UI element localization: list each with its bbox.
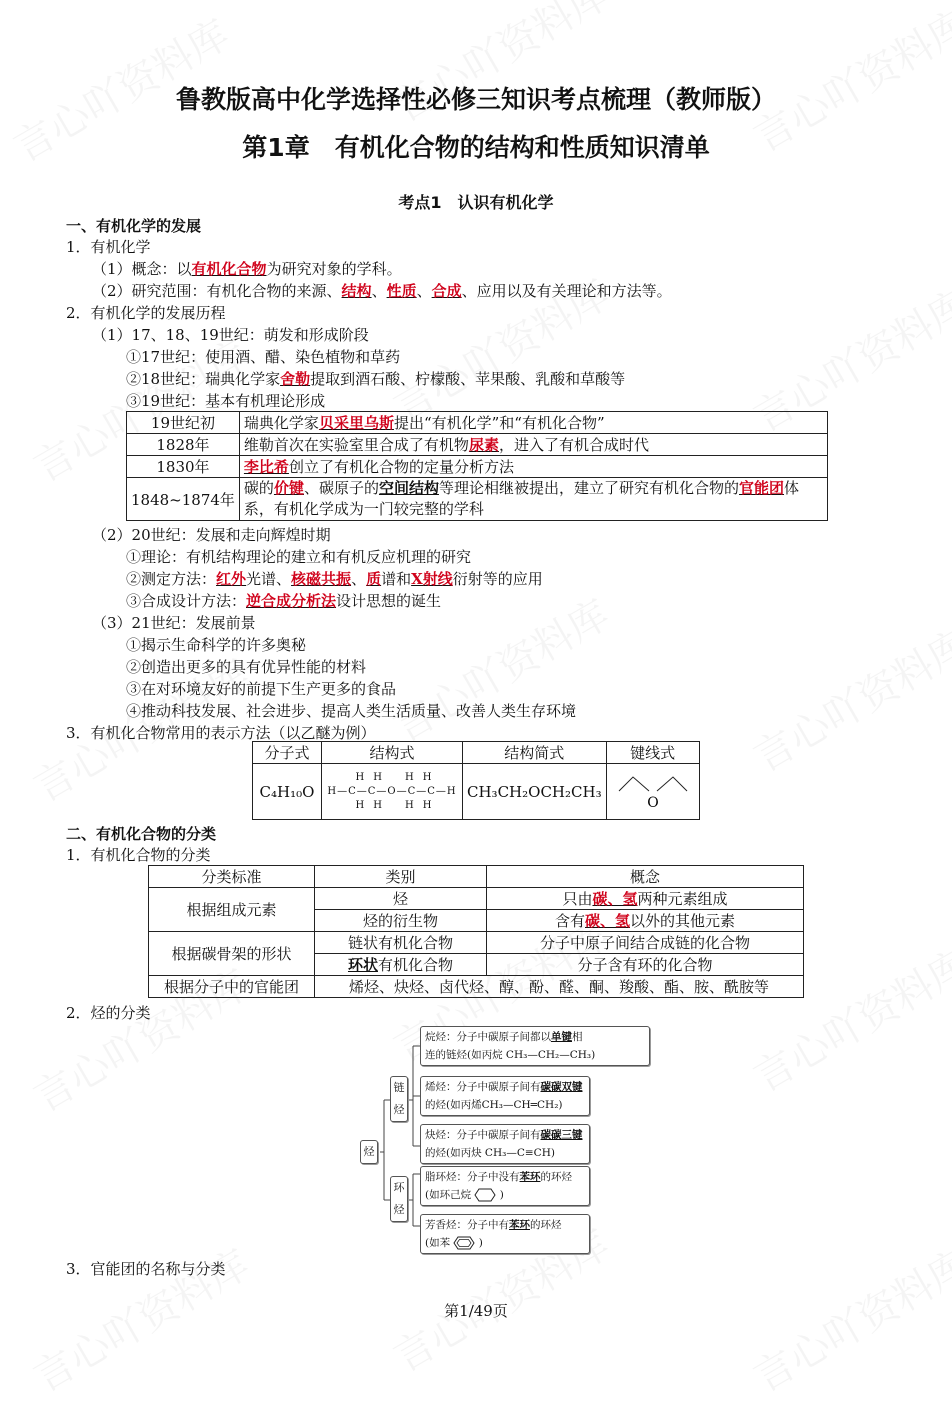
- table-header: 结构简式: [463, 742, 607, 764]
- text-line: ②18世纪：瑞典化学家舍勒提取到酒石酸、柠檬酸、苹果酸、乳酸和草酸等: [126, 370, 626, 388]
- table-cell: 维勒首次在实验室里合成了有机物尿素，进入了有机合成时代: [239, 434, 827, 456]
- text-line: ②创造出更多的具有优异性能的材料: [126, 658, 367, 676]
- item-heading: 3．官能团的名称与分类: [66, 1260, 226, 1278]
- table-row: [127, 412, 828, 434]
- table-row: [127, 478, 828, 521]
- text-line: （2）研究范围：有机化合物的来源、结构、性质、合成、应用以及有关理论和方法等。: [92, 282, 672, 300]
- table-cell: 根据碳骨架的形状: [149, 932, 315, 976]
- text-line: ②测定方法：红外光谱、核磁共振、质谱和X射线衍射等的应用: [126, 570, 543, 588]
- table-row: [149, 932, 804, 954]
- simplified-formula: CH₃CH₂OCH₂CH₃: [463, 764, 607, 820]
- node-alkyne: 炔烃：分子中碳原子间有碳碳三键 的烃(如丙炔 CH₃—C≡CH): [420, 1124, 590, 1164]
- table-header: 分类标准: [149, 866, 315, 888]
- skeletal-formula: [606, 764, 699, 820]
- table-cell: 含有碳、氢以外的其他元素: [487, 910, 804, 932]
- table-cell: 根据分子中的官能团: [149, 976, 315, 998]
- node-alkane: 烷烃：分子中碳原子间都以单键相 连的链烃(如丙烷 CH₃—CH₂—CH₃): [420, 1026, 650, 1066]
- text-line: ③19世纪：基本有机理论形成: [126, 392, 326, 410]
- node-alicyclic: 脂环烃：分子中没有苯环的环烃 (如环己烷 ): [420, 1166, 590, 1206]
- table-cell: 链状有机化合物: [315, 932, 487, 954]
- text-line: （1）概念：以有机化合物为研究对象的学科。: [92, 260, 402, 278]
- table-row: [253, 742, 700, 764]
- table-cell: 瑞典化学家贝采里乌斯提出“有机化学”和“有机化合物”: [239, 412, 827, 434]
- table-cell: 19世纪初: [127, 412, 240, 434]
- chapter-title: 第1章 有机化合物的结构和性质知识清单: [242, 133, 710, 162]
- text-line: ③合成设计方法：逆合成分析法设计思想的诞生: [126, 592, 442, 610]
- text-line: ①理论：有机结构理论的建立和有机反应机理的研究: [126, 548, 472, 566]
- item-heading: 3．有机化合物常用的表示方法（以乙醚为例）: [66, 724, 376, 742]
- table-row: [149, 976, 804, 998]
- table-row: [127, 434, 828, 456]
- hydrocarbon-tree: [358, 1024, 598, 1256]
- text-line: ①揭示生命科学的许多奥秘: [126, 636, 307, 654]
- node-alkene: 烯烃：分子中碳原子间有碳碳双键 的烃(如丙烯CH₃—CH═CH₂): [420, 1076, 590, 1116]
- node-chain-hydrocarbon: 链烃: [390, 1076, 408, 1122]
- text-line: （3）21世纪：发展前景: [92, 614, 256, 632]
- table-cell: 1828年: [127, 434, 240, 456]
- text-line: ③在对环境友好的前提下生产更多的食品: [126, 680, 397, 698]
- table-cell: 1848~1874年: [127, 478, 240, 521]
- benzene-icon: [453, 1236, 475, 1250]
- table-cell: 只由碳、氢两种元素组成: [487, 888, 804, 910]
- table-header: 类别: [315, 866, 487, 888]
- molecular-formula: C₄H₁₀O: [253, 764, 322, 820]
- node-hydrocarbon: 烃: [360, 1140, 378, 1164]
- table-cell: 烃: [315, 888, 487, 910]
- text-line: （1）17、18、19世纪：萌发和形成阶段: [92, 326, 369, 344]
- item-heading: 1．有机化合物的分类: [66, 846, 211, 864]
- table-header: 结构式: [322, 742, 463, 764]
- history-table: [126, 411, 828, 521]
- table-cell: 李比希创立了有机化合物的定量分析方法: [239, 456, 827, 478]
- table-cell: 分子中原子间结合成链的化合物: [487, 932, 804, 954]
- table-cell: 根据组成元素: [149, 888, 315, 932]
- page-number: 第1/49页: [444, 1302, 508, 1320]
- item-heading: 1．有机化学: [66, 238, 151, 256]
- table-header: 分子式: [253, 742, 322, 764]
- node-ring-hydrocarbon: 环烃: [390, 1176, 408, 1222]
- table-header: 键线式: [606, 742, 699, 764]
- section-heading: 二、有机化合物的分类: [66, 825, 217, 843]
- table-row: [253, 764, 700, 820]
- text-line: ④推动科技发展、社会进步、提高人类生活质量、改善人类生存环境: [126, 702, 577, 720]
- text-line: （2）20世纪：发展和走向辉煌时期: [92, 526, 331, 544]
- representation-table: [252, 741, 700, 820]
- table-header: 概念: [487, 866, 804, 888]
- item-heading: 2．烃的分类: [66, 1004, 151, 1022]
- table-row: [127, 456, 828, 478]
- classification-table: [148, 865, 804, 998]
- table-row: [149, 866, 804, 888]
- table-cell: 1830年: [127, 456, 240, 478]
- table-cell: 烯烃、炔烃、卤代烃、醇、酚、醛、酮、羧酸、酯、胺、酰胺等: [315, 976, 804, 998]
- table-row: [149, 888, 804, 910]
- point-title: 考点1 认识有机化学: [398, 193, 554, 212]
- item-heading: 2．有机化学的发展历程: [66, 304, 226, 322]
- oxygen-label: O: [646, 794, 659, 811]
- skeletal-formula-drawing: [613, 765, 693, 815]
- watermark: [742, 614, 952, 783]
- node-aromatic: 芳香烃：分子中有苯环的环烃 (如苯 ): [420, 1214, 590, 1254]
- text-line: ①17世纪：使用酒、醋、染色植物和草药: [126, 348, 401, 366]
- document-title: 鲁教版高中化学选择性必修三知识考点梳理（教师版）: [175, 85, 776, 114]
- structural-formula: HH HH H—C—C—O—C—C—H HH HH: [322, 764, 463, 820]
- table-cell: 分子含有环的化合物: [487, 954, 804, 976]
- cyclohexane-icon: [474, 1188, 496, 1202]
- table-cell: 烃的衍生物: [315, 910, 487, 932]
- table-cell: 碳的价键、碳原子的空间结构等理论相继被提出，建立了研究有机化合物的官能团体系，有机化学成为一门较完整的学科: [239, 478, 827, 521]
- table-cell: 环状有机化合物: [315, 954, 487, 976]
- section-heading: 一、有机化学的发展: [66, 217, 202, 235]
